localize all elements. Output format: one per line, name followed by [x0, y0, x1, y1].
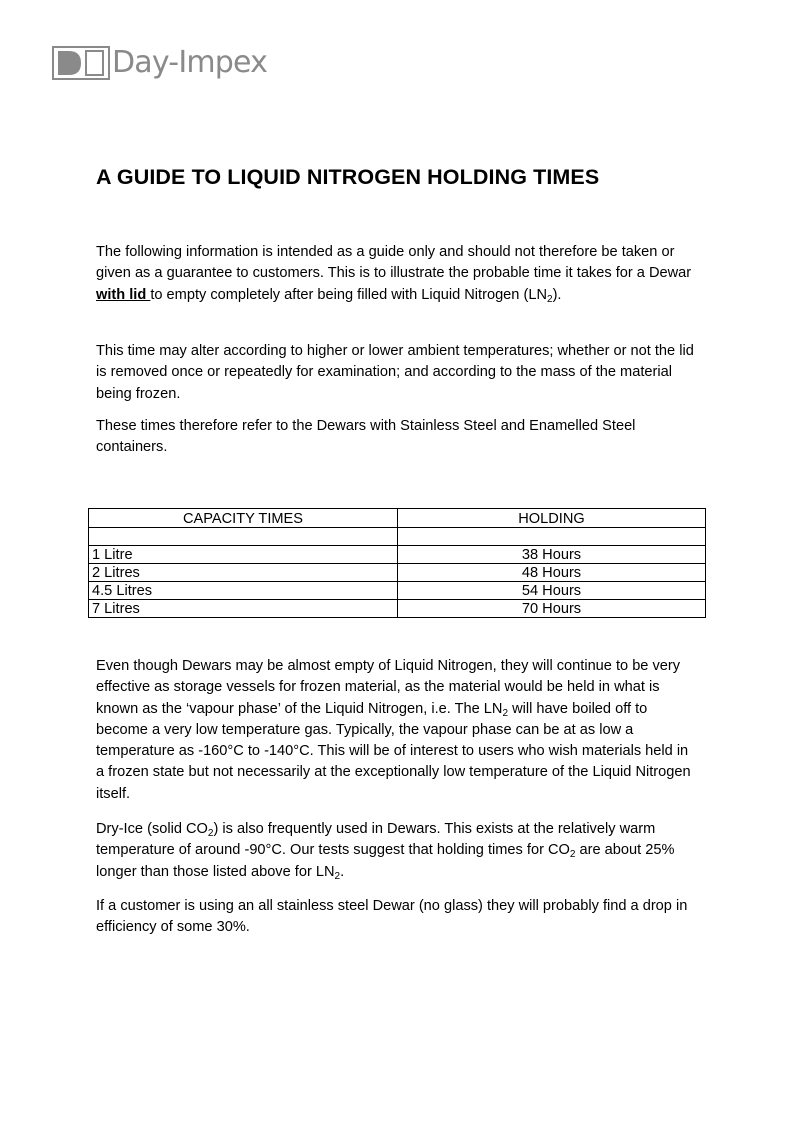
- holding-cell: [398, 528, 706, 546]
- table-row: [89, 546, 706, 564]
- vapour-phase-paragraph: Even though Dewars may be almost empty of Liquid Nitrogen, they will continue to be very effective as storage vessels for frozen material, as the material would be held in what is known as the ‘vapour phase’ of the Liquid Nitrogen, i.e. The $LN_2$ will have boiled off to become a very low temperature gas. Typically, the vapour phase can be at as low a temperature as -160°C to -140°C. This will be of interest to users who wish materials held in a frozen state but not necessarily at the exceptionally low temperature of the Liquid Nitrogen itself.: [96, 658, 691, 802]
- page-title: A GUIDE TO LIQUID NITROGEN HOLDING TIMES: [96, 165, 600, 189]
- holding-times-table: [88, 508, 706, 618]
- intro-paragraph-2: This time may alter according to higher or lower ambient temperatures; whether or not the lid is removed once or repeatedly for examination; and according to the mass of the material being frozen.: [96, 343, 694, 402]
- holding-column-header: HOLDING: [398, 509, 706, 528]
- table-row: [89, 582, 706, 600]
- stainless-steel-paragraph: If a customer is using an all stainless steel Dewar (no glass) they will probably find a drop in efficiency of some 30%.: [96, 898, 688, 936]
- intro-paragraph-3: These times therefore refer to the Dewars with Stainless Steel and Enamelled Steel containers.: [96, 418, 636, 456]
- table-header-row: [89, 509, 706, 528]
- table-row: [89, 600, 706, 618]
- capacity-column-header: CAPACITY TIMES: [89, 509, 398, 528]
- holding-cell: 48 Hours: [398, 564, 706, 582]
- dry-ice-paragraph: Dry-Ice (solid $CO_2$) is also frequently used in Dewars. This exists at the relatively warm temperature of around -90°C. Our tests suggest that holding times for $CO_2$ are about 25% longer than those listed above for $LN_2$.: [96, 821, 675, 882]
- logo-wordmark: Day-Impex: [112, 45, 268, 80]
- table-row: [89, 528, 706, 546]
- with-lid-emphasis: with lid: [96, 286, 151, 303]
- company-logo: [52, 42, 267, 84]
- capacity-cell: 4.5 Litres: [89, 582, 398, 600]
- holding-cell: 70 Hours: [398, 600, 706, 618]
- capacity-cell: 7 Litres: [89, 600, 398, 618]
- holding-cell: 54 Hours: [398, 582, 706, 600]
- capacity-cell: 2 Litres: [89, 564, 398, 582]
- table-row: [89, 564, 706, 582]
- holding-cell: 38 Hours: [398, 546, 706, 564]
- day-impex-logo-mark: [52, 46, 110, 80]
- capacity-cell: [89, 528, 398, 546]
- intro-paragraph-1: The following information is intended as a guide only and should not therefore be taken or given as a guarantee to customers. This is to illustrate the probable time it takes for a Dewar with lid to empty completely after being filled with Liquid Nitrogen $(LN_2)$.: [96, 244, 692, 305]
- capacity-cell: 1 Litre: [89, 546, 398, 564]
